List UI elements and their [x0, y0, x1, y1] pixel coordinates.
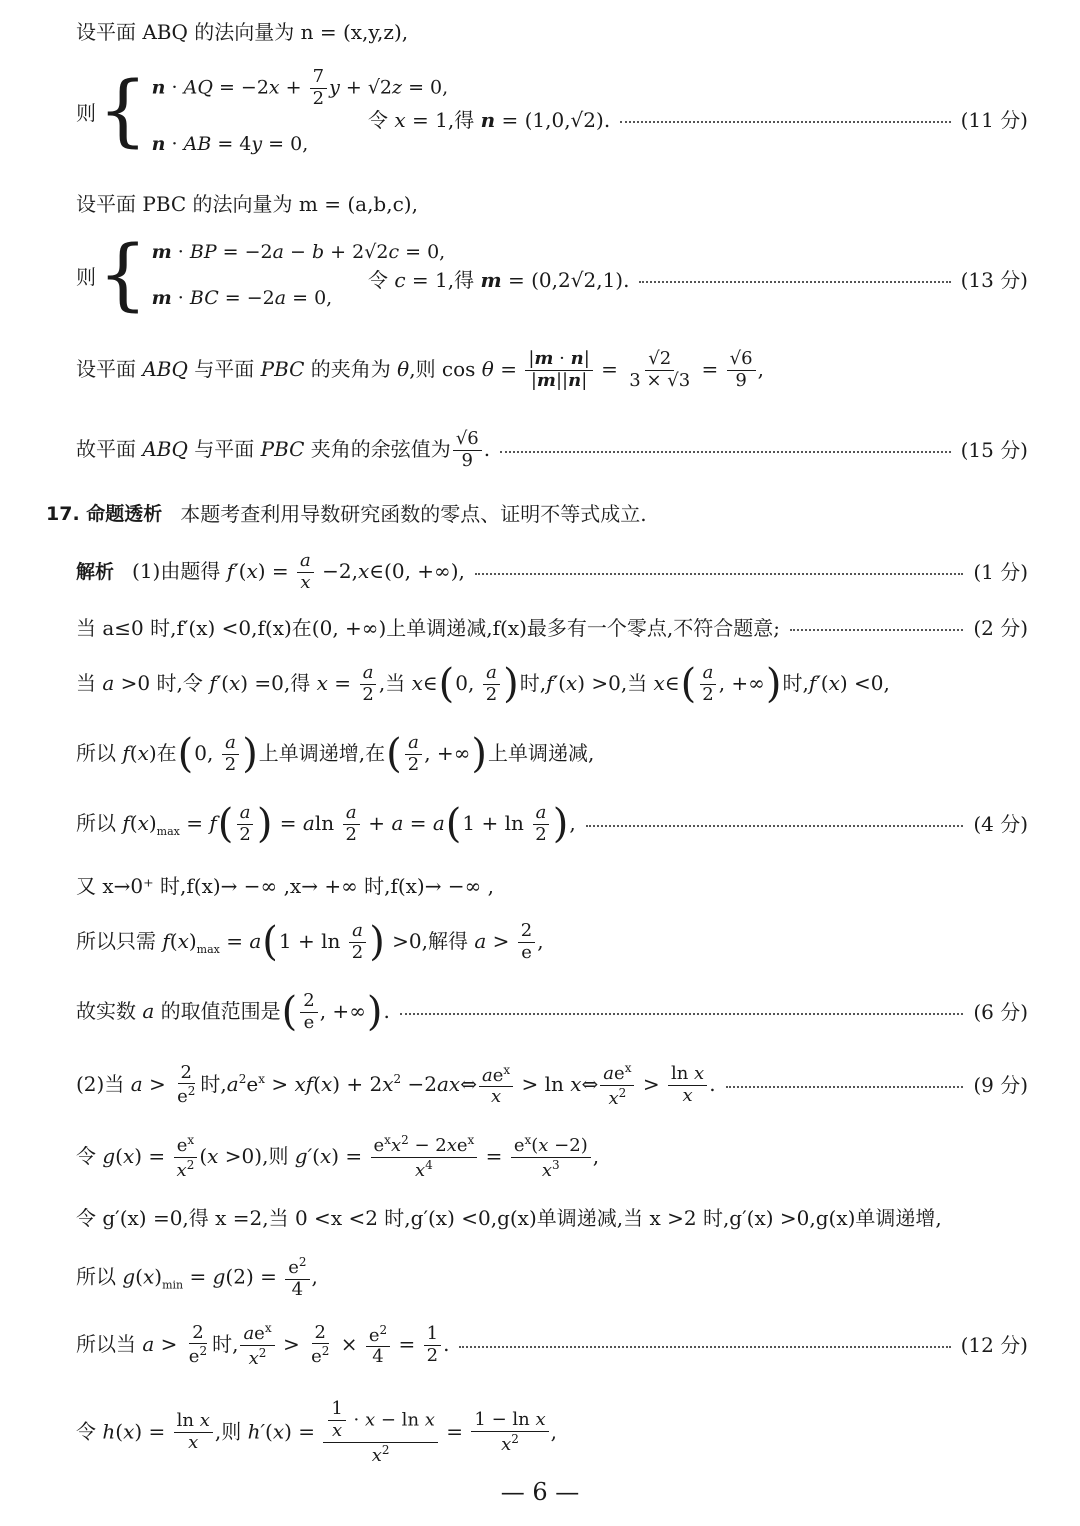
line-normal-vector-pbc: 设平面 PBC 的法向量为 m = (a,b,c), [76, 192, 418, 216]
line-solve-n: 令 x = 1,得 n = (1,0,√2). (11 分) [368, 108, 1028, 132]
line-range-a: 故实数 a 的取值范围是( $\frac{2}{e}$ , +∞). (6 分) [76, 989, 1028, 1036]
line-conclusion-cos: 故平面 ABQ 与平面 PBC 夹角的余弦值为 $\frac{√6}{9}$ . (15 分) [76, 428, 1028, 471]
line-a-gt-0: 当 a >0 时,令 f′(x) =0,得 x = $\frac{a}{2}$ ,当 x∈(0, $\frac{a}{2}$ )时,f′(x) >0,当 x∈( $\frac{a}{2}$ , +∞)时,f′(x) <0, [76, 661, 890, 708]
line-need-positive: 所以只需 $f(x)_{max} = a(1 + \ln$ $\frac{a}{2}$ ) >0,解得 a > $\frac{2}{e}$ , [76, 919, 544, 966]
line-normal-vector-abq: 设平面 ABQ 的法向量为 n = (x,y,z), [76, 20, 409, 44]
system-abq: 则 { n · AQ = −2x + $\frac{7}{2}$ y + √2z = 0, n · AB = 4y = 0, [76, 66, 449, 157]
line-monotonic: 所以 f(x)在(0, $\frac{a}{2}$ )上单调递增,在( $\frac{a}{2}$ , +∞)上单调递减, [76, 731, 595, 778]
line-g-monotonic: 令 g′(x) =0,得 x =2,当 0 <x <2 时,g′(x) <0,g(x)单调递减,当 x >2 时,g′(x) >0,g(x)单调递增, [76, 1206, 942, 1230]
line-solve-m: 令 c = 1,得 m = (0,2√2,1). (13 分) [368, 268, 1028, 292]
line-cos-theta: 设平面 ABQ 与平面 PBC 的夹角为 θ,则 cos θ = $\frac{|m \cdot n|}{|m||n|}$ = $\frac{√2}{3 \times √3}$ = $\frac{√6}{9}$ , [76, 348, 764, 391]
line-derivative: 解析 (1)由题得 f′(x) = $\frac{a}{x}$ −2,x∈(0, +∞), (1 分) [76, 550, 1028, 593]
line-a-le-0: 当 a≤0 时,f′(x) <0,f(x)在(0, +∞)上单调递减,f(x)最多有一个零点,不符合题意; (2 分) [76, 616, 1028, 640]
system-pbc: 则 { m · BP = −2a − b + 2√2c = 0, m · BC = −2a = 0, [76, 230, 446, 320]
page-number: — 6 — [500, 1478, 580, 1506]
line-define-h: 令 h(x) = $\frac{\text{ln x}}{x}$ ,则 h′(x) = $\frac{1}{x}$ · x − ln x $x^2$ = $\frac{\text{1 − ln x}}{x^2}$ , [76, 1398, 557, 1466]
line-define-g: 令 g(x) = $\frac{e^x}{x^2}$ (x >0),则 g′(x) = $\frac{e^xx^2 - 2xe^x}{x^4}$ = $\frac{e^x(x -2)}{x^3}$ , [76, 1133, 600, 1181]
line-part2-transform: (2)当 a > $\frac{2}{e^2}$ 时$,a^2e^x > xf(x) + 2x^2$ −2ax⇔ $\frac{ae^x}{x}$ > ln x⇔ $\frac{ae^x}{x^2}$ > $\frac{\text{ln x}}{x}$ . (9 分) [76, 1061, 1028, 1109]
line-limits: 又 x→0⁺ 时,f(x)→ −∞ ,x→ +∞ 时,f(x)→ −∞ , [76, 874, 494, 898]
line-g-min: 所以 $g(x)_{min} = g(2)$ = $\frac{e^2}{4}$ , [76, 1255, 318, 1300]
line-f-max: 所以 $f(x)_{max} = f$( $\frac{a}{2}$ ) = aln $\frac{a}{2}$ + a = a(1 + ln $\frac{a}{2}$ ), (4 分) [76, 801, 1028, 848]
question-17-analysis: 17. 命题透析 本题考查利用导数研究函数的零点、证明不等式成立. [46, 502, 647, 526]
line-inequality-half: 所以当 a > $\frac{2}{e^2}$ 时, $\frac{ae^x}{x^2}$ > $\frac{2}{e^2}$ × $\frac{e^2}{4}$ = $\frac{1}{2}$ . (12 分) [76, 1321, 1028, 1369]
